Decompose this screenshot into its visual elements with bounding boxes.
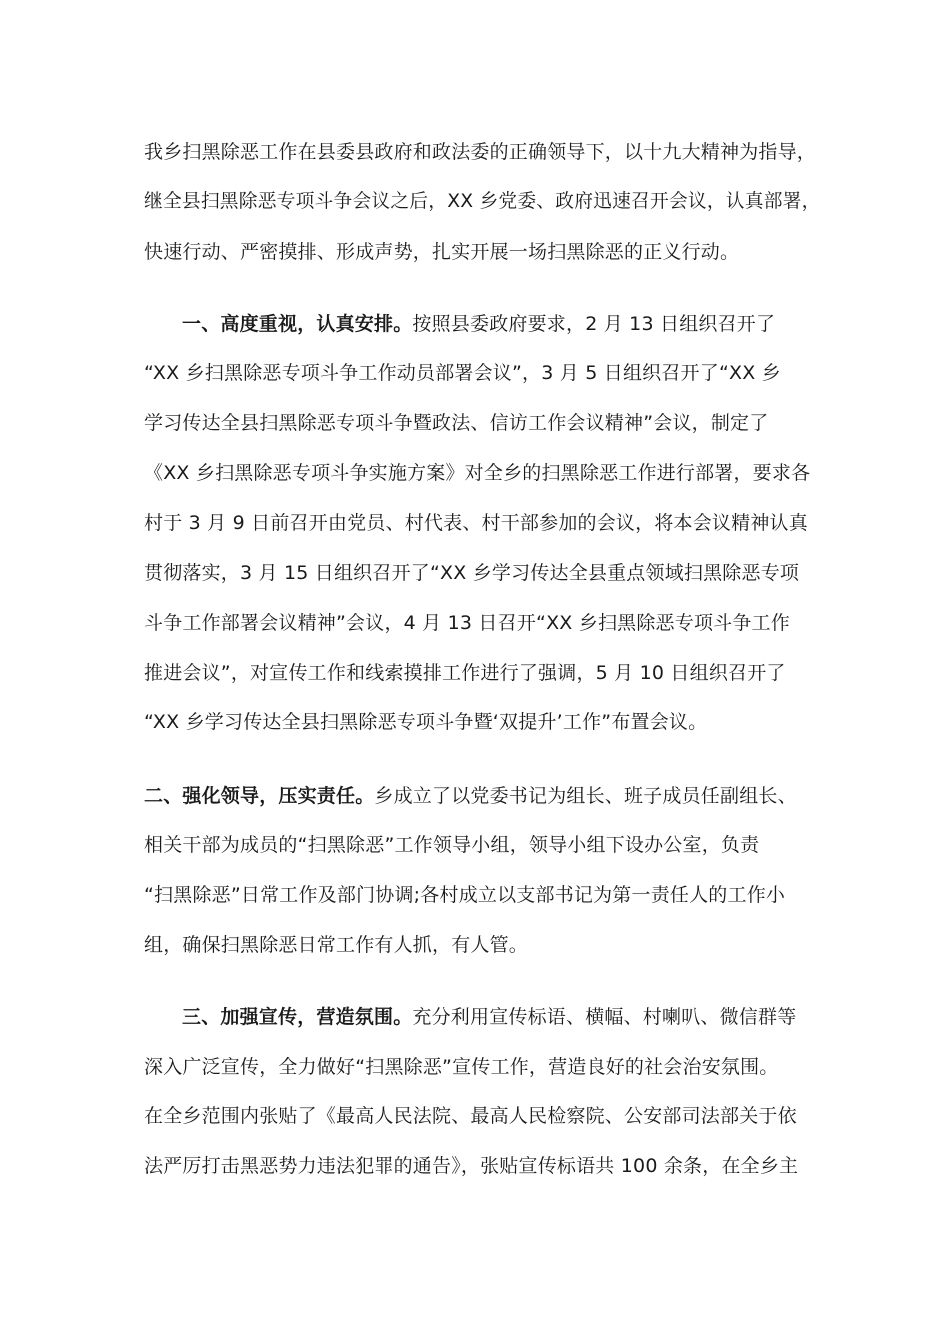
section2-first-line bbox=[144, 784, 797, 808]
section1-line: “XX 乡学习传达全县扫黑除恶专项斗争暨‘双提升’工作”布置会议。 bbox=[144, 711, 708, 733]
section1-line: 推进会议”，对宣传工作和线索摸排工作进行了强调，5 月 10 日组织召开了 bbox=[144, 662, 786, 684]
section2-line: 相关干部为成员的“扫黑除恶”工作领导小组，领导小组下设办公室，负责 bbox=[144, 834, 760, 856]
section2-heading: 二、强化领导，压实责任。 bbox=[144, 785, 375, 807]
section3-line: 法严厉打击黑恶势力违法犯罪的通告》，张贴宣传标语共 100 余条，在全乡主 bbox=[144, 1155, 799, 1177]
section1-first-text: 按照县委政府要求，2 月 13 日组织召开了 bbox=[412, 313, 776, 335]
section3-heading: 三、加强宣传，营造氛围。 bbox=[182, 1006, 413, 1028]
section1-line: 贯彻落实，3 月 15 日组织召开了“XX 乡学习传达全县重点领域扫黑除恶专项 bbox=[144, 562, 800, 584]
intro-line: 我乡扫黑除恶工作在县委县政府和政法委的正确领导下，以十九大精神为指导， bbox=[144, 141, 817, 163]
intro-line: 继全县扫黑除恶专项斗争会议之后，XX 乡党委、政府迅速召开会议，认真部署， bbox=[144, 191, 821, 212]
section1-line: 《XX 乡扫黑除恶专项斗争实施方案》对全乡的扫黑除恶工作进行部署，要求各 bbox=[144, 462, 811, 484]
intro-line: 快速行动、严密摸排、形成声势，扎实开展一场扫黑除恶的正义行动。 bbox=[144, 241, 740, 263]
section1-line: 村于 3 月 9 日前召开由党员、村代表、村干部参加的会议，将本会议精神认真 bbox=[144, 512, 808, 534]
section1-heading: 一、高度重视，认真安排。 bbox=[182, 313, 413, 335]
section3-line: 在全乡范围内张贴了《最高人民法院、最高人民检察院、公安部司法部关于依 bbox=[144, 1105, 797, 1127]
section3-first-line bbox=[182, 1005, 796, 1029]
section1-first-line bbox=[182, 312, 775, 336]
section1-line: “XX 乡扫黑除恶专项斗争工作动员部署会议”，3 月 5 日组织召开了“XX 乡 bbox=[144, 362, 781, 384]
section2-line: 组，确保扫黑除恶日常工作有人抓，有人管。 bbox=[144, 934, 529, 956]
section3-line: 深入广泛宣传，全力做好“扫黑除恶”宣传工作，营造良好的社会治安氛围。 bbox=[144, 1056, 779, 1078]
section2-line: “扫黑除恶”日常工作及部门协调;各村成立以支部书记为第一责任人的工作小 bbox=[144, 884, 786, 906]
section3-first-text: 充分利用宣传标语、横幅、村喇叭、微信群等 bbox=[412, 1006, 797, 1028]
section1-line: 学习传达全县扫黑除恶专项斗争暨政法、信访工作会议精神”会议，制定了 bbox=[144, 412, 769, 434]
section2-first-text: 乡成立了以党委书记为组长、班子成员任副组长、 bbox=[374, 785, 797, 807]
section1-line: 斗争工作部署会议精神”会议，4 月 13 日召开“XX 乡扫黑除恶专项斗争工作 bbox=[144, 612, 790, 634]
